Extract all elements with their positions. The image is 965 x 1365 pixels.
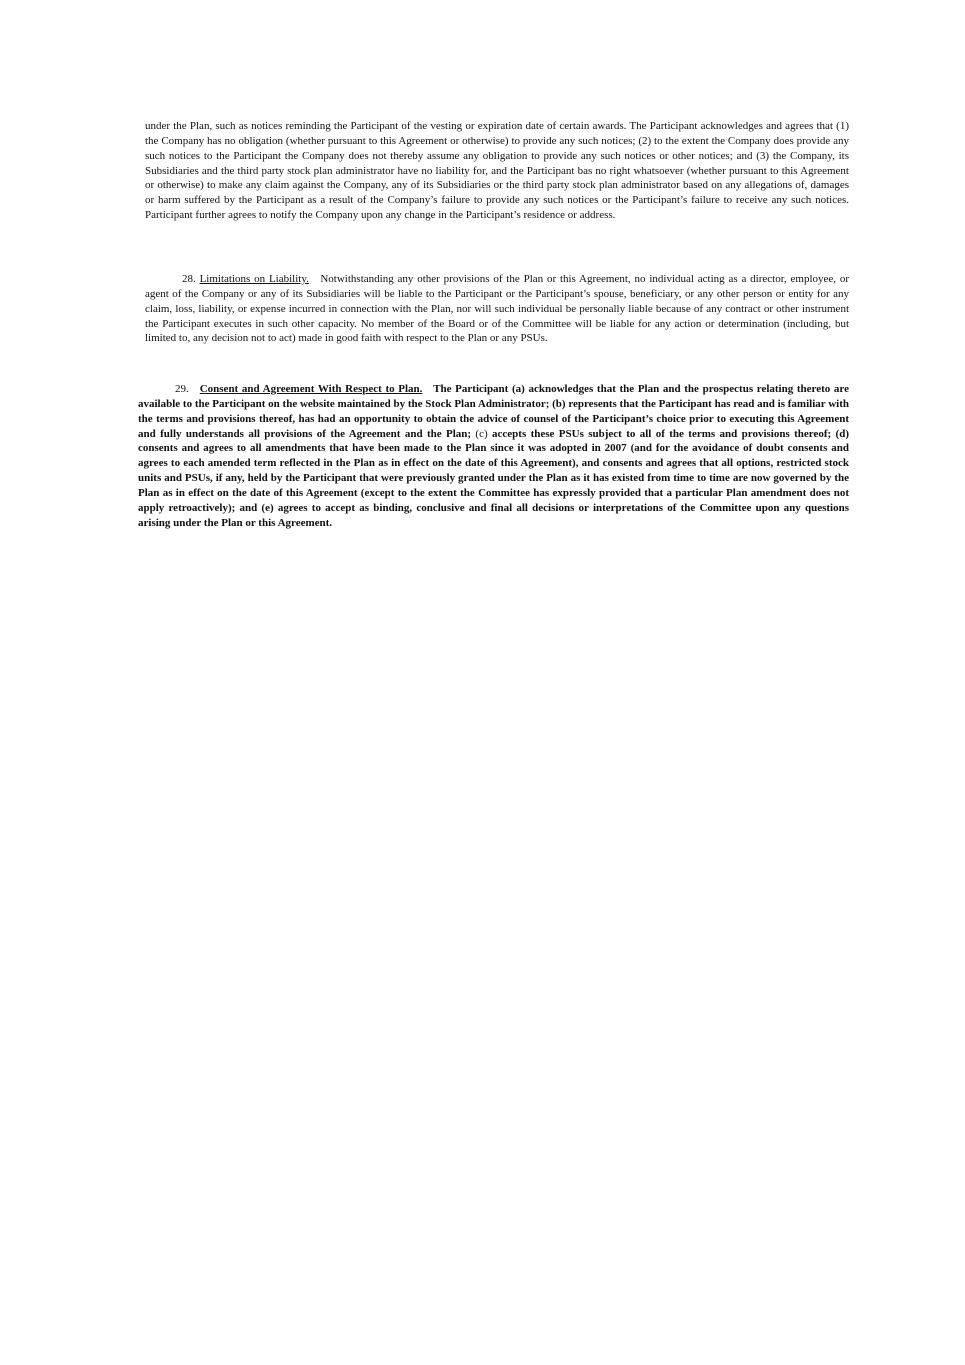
- section-28-heading: Limitations on Liability.: [199, 273, 309, 285]
- section-28-paragraph: [145, 272, 849, 346]
- section-28-number: 28.: [182, 273, 196, 285]
- section-29-text-b: accepts these PSUs subject to all of the terms and provisions thereof; (d) consents and agrees to all amendments that have been made to the Plan since it was adopted in 2007 (and for the avoidance of doubt consents and agrees to each amended term reflected in the Plan as in effect on the date of this Agreement), and consents and agrees that all options, restricted stock units and PSUs, if any, held by the Participant that were previously granted under the Plan as it has existed from time to time are now governed by the Plan as in effect on the date of this Agreement (except to the extent the Committee has expressly provided that a particular Plan amendment does not apply retroactively); and (e) agrees to accept as binding, conclusive and final all decisions or interpretations of the Committee upon any questions arising under the Plan or this Agreement.: [138, 427, 849, 529]
- section-29-c-marker: (c): [475, 427, 488, 440]
- paragraph-continued-text: under the Plan, such as notices reminding the Participant of the vesting or expiration date of certain awards. The Participant acknowledges and agrees that (1) the Company has no obligation (whether pursuant to this Agreement or otherwise) to provide any such notices; (2) to the extent the Company does provide any such notices to the Participant the Company does not thereby assume any obligation to provide any such notices or other notices; and (3) the Company, its Subsidiaries and the third party stock plan administrator have no liability for, and the Participant bas no right whatsoever (whether pursuant to this Agreement or otherwise) to make any claim against the Company, any of its Subsidiaries or the third party stock plan administrator based on any allegations of, damages or harm suffered by the Participant as a result of the Company’s failure to provide any such notices or the Participant’s failure to receive any such notices. Participant further agrees to notify the Company upon any change in the Participant’s residence or address.: [145, 120, 849, 222]
- paragraph-continued: [145, 119, 849, 223]
- section-29-number: 29.: [175, 383, 189, 395]
- section-29-paragraph: [138, 382, 849, 530]
- section-28-text: Notwithstanding any other provisions of the Plan or this Agreement, no individual acting as a director, employee, or agent of the Company or any of its Subsidiaries will be liable to the Participant or the Participant’s spouse, beneficiary, or any other person or entity for any claim, loss, liability, or expense incurred in connection with the Plan, nor will such individual be personally liable because of any contract or other instrument the Participant executes in such other capacity. No member of the Board or of the Committee will be liable for any action or determination (including, but limited to, any decision not to act) made in good faith with respect to the Plan or any PSUs.: [145, 273, 850, 345]
- section-29-heading: Consent and Agreement With Respect to Plan.: [199, 383, 423, 395]
- section-29-text-a: The Participant (a) acknowledges that the Plan and the prospectus relating thereto are available to the Participant on the website maintained by the Stock Plan Administrator; (b) represents that the Participant has read and is familiar with the terms and provisions thereof, has had an opportunity to obtain the advice of counsel of the Participant’s choice prior to executing this Agreement and fully understands all provisions of the Agreement and the Plan;: [138, 383, 849, 440]
